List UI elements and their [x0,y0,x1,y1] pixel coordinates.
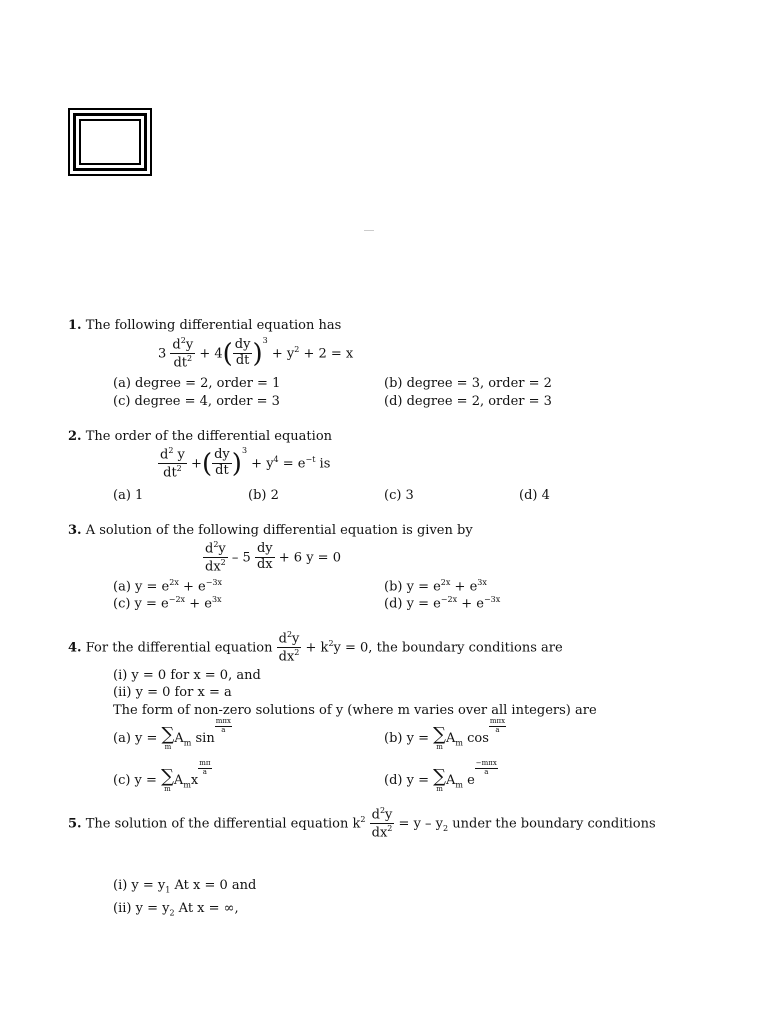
question-5-stem: 5. The solution of the differential equation $k^2$ $\frac{d^2y}{dx^2}$ = y – $y_2$ under the boundary conditions [68,806,656,841]
question-2-stem: 2. The order of the differential equation [68,429,333,444]
question-4-condition-1: (i) y = 0 for x = 0, and [113,668,261,683]
logo-frame-inner [79,119,141,165]
question-4-option-b[interactable]: (b) y = ∑ m $A_m$ cos mπx a [384,717,506,751]
question-4-option-d[interactable]: (d) y = ∑ m $A_m$ e −mπx a [384,759,497,793]
question-4-option-a[interactable]: (a) y = ∑ m $A_m$ sin mπx a [113,717,231,751]
question-3-option-a[interactable]: (a) $y = e^{2x} + e^{-3x}$ [113,578,223,595]
question-4-condition-2: (ii) y = 0 for x = a [113,685,232,700]
question-1-option-c[interactable]: (c) degree = 4, order = 3 [113,394,280,409]
faint-mark [364,230,374,231]
question-2-option-a[interactable]: (a) 1 [113,488,144,503]
question-1-option-d[interactable]: (d) degree = 2, order = 3 [384,394,552,409]
question-3-option-b[interactable]: (b) $y = e^{2x} + e^{3x}$ [384,578,487,595]
question-5-condition-2: (ii) $y = y_2$ At x = ∞, [113,901,239,918]
question-4-option-c[interactable]: (c) y = ∑ m $A_mx$ $\frac{m\pi}{a}$ [113,759,211,793]
question-3-option-d[interactable]: (d) $y = e^{-2x} + e^{-3x}$ [384,595,501,612]
question-1-equation: 3 $\frac{d^2y}{dt^2}$ + 4( $\frac{dy}{dt}$ )$^3 + y^2 + 2 = x$ [158,336,354,371]
question-2-option-b[interactable]: (b) 2 [248,488,279,503]
question-4-form-text: The form of non-zero solutions of y (where m varies over all integers) are [113,703,597,718]
question-2-equation: $\frac{d^2 y}{dt^2}$ +( $\frac{dy}{dt}$ )$^3 + y^4 = e^{-t}$ is [160,446,331,481]
question-5-condition-1: (i) $y = y_1$ At x = 0 and [113,878,257,895]
question-2-option-c[interactable]: (c) 3 [384,488,414,503]
question-3-equation: $\frac{d^2y}{dx^2}$ – 5 $\frac{dy}{dx}$ + 6 y = 0 [205,540,341,575]
question-3-option-c[interactable]: (c) $y = e^{-2x} + e^{3x}$ [113,595,222,612]
question-3-stem: 3. A solution of the following differential equation is given by [68,523,473,538]
logo-frame-middle [73,113,147,171]
question-2-option-d[interactable]: (d) 4 [519,488,550,503]
question-4-stem: 4. For the differential equation $\frac{d^2y}{dx^2}$ + $k^2y = 0$, the boundary conditions are [68,630,563,665]
question-1-stem: 1. The following differential equation has [68,318,342,333]
question-1-option-b[interactable]: (b) degree = 3, order = 2 [384,376,552,391]
logo-frame [68,108,152,176]
question-1-option-a[interactable]: (a) degree = 2, order = 1 [113,376,281,391]
